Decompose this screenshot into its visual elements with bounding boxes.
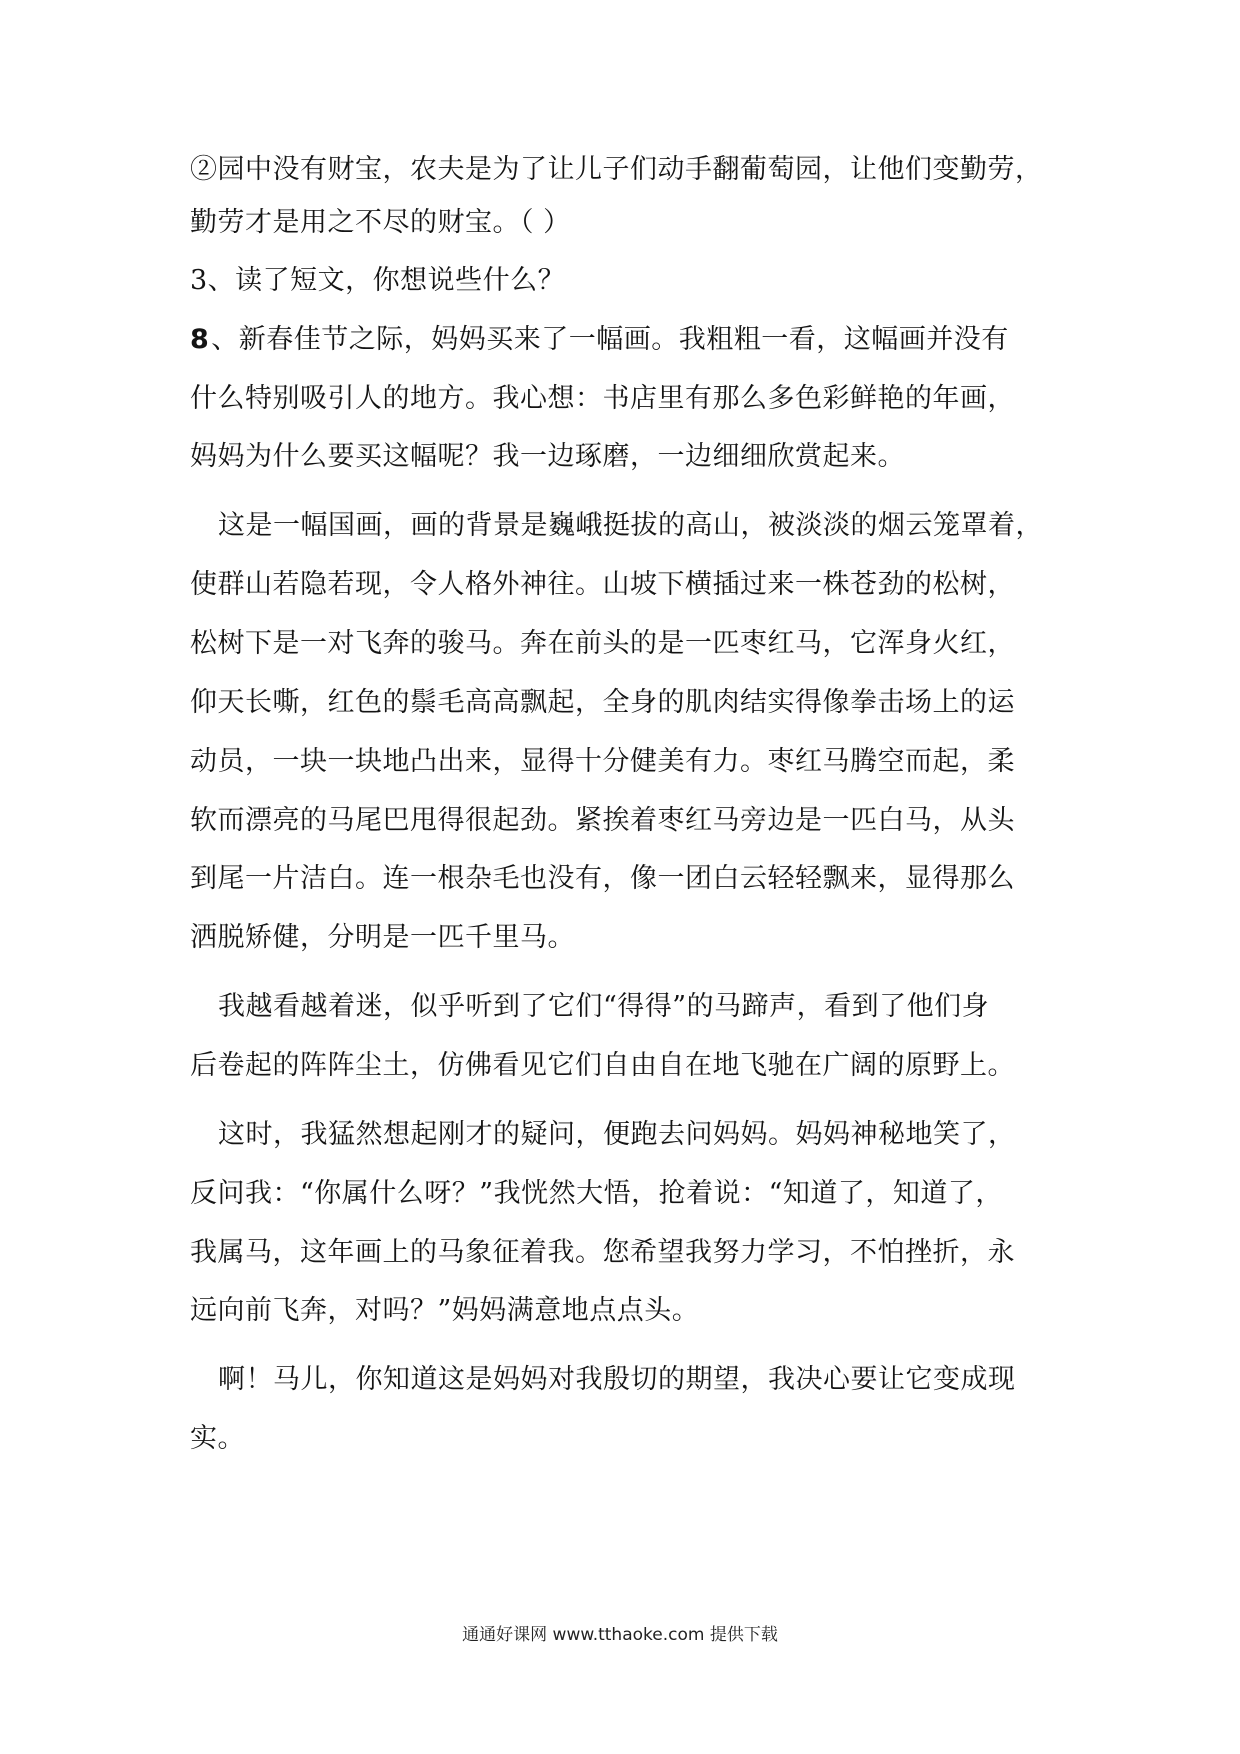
question2-option2-line1: ②园中没有财宝，农夫是为了让儿子们动手翻葡萄园，让他们变勤劳，: [190, 154, 1043, 185]
section8-paragraph3-line2: 后卷起的阵阵尘土，仿佛看见它们自由自在地飞驰在广阔的原野上。: [190, 1050, 1015, 1081]
section8-p1-text: 、新春佳节之际，妈妈买来了一幅画。我粗粗一看，这幅画并没有: [211, 324, 1009, 355]
section8-paragraph2-line5: 动员，一块一块地凸出来，显得十分健美有力。枣红马腾空而起，柔: [190, 746, 1015, 777]
page-footer: 通通好课网 www.tthaoke.com 提供下载: [462, 1625, 778, 1645]
section8-paragraph4-line4: 远向前飞奔，对吗？”妈妈满意地点点头。: [190, 1295, 700, 1326]
section8-paragraph2-line7: 到尾一片洁白。连一根杂毛也没有，像一团白云轻轻飘来，显得那么: [190, 863, 1015, 894]
section8-paragraph1-line2: 什么特别吸引人的地方。我心想：书店里有那么多色彩鲜艳的年画，: [190, 383, 1015, 414]
section8-paragraph5-line1: 啊！马儿，你知道这是妈妈对我殷切的期望，我决心要让它变成现: [218, 1364, 1016, 1395]
section8-paragraph1-line3: 妈妈为什么要买这幅呢？我一边琢磨，一边细细欣赏起来。: [190, 441, 905, 472]
question3: 3、读了短文，你想说些什么？: [190, 265, 566, 296]
section8-number: 8: [190, 324, 210, 355]
section8-paragraph2-line6: 软而漂亮的马尾巴甩得很起劲。紧挨着枣红马旁边是一匹白马，从头: [190, 805, 1015, 836]
section8-paragraph4-line2: 反问我：“你属什么呀？”我恍然大悟，抢着说：“知道了，知道了，: [190, 1178, 1003, 1209]
section8-paragraph4-line1: 这时，我猛然想起刚才的疑问，便跑去问妈妈。妈妈神秘地笑了，: [218, 1119, 1016, 1150]
section8-paragraph1-line1: [190, 323, 1009, 357]
section8-paragraph2-line2: 使群山若隐若现，令人格外神往。山坡下横插过来一株苍劲的松树，: [190, 569, 1015, 600]
section8-paragraph4-line3: 我属马，这年画上的马象征着我。您希望我努力学习，不怕挫折，永: [190, 1237, 1015, 1268]
section8-paragraph2-line1: 这是一幅国画，画的背景是巍峨挺拔的高山，被淡淡的烟云笼罩着，: [218, 510, 1043, 541]
section8-paragraph5-line2: 实。: [190, 1423, 245, 1454]
section8-paragraph2-line8: 洒脱矫健，分明是一匹千里马。: [190, 922, 575, 953]
question2-option2-line2: 勤劳才是用之不尽的财宝。（ ）: [190, 207, 571, 238]
section8-paragraph3-line1: 我越看越着迷，似乎听到了它们“得得”的马蹄声，看到了他们身: [218, 991, 990, 1022]
section8-paragraph2-line4: 仰天长嘶，红色的鬃毛高高飘起，全身的肌肉结实得像拳击场上的运: [190, 687, 1015, 718]
section8-paragraph2-line3: 松树下是一对飞奔的骏马。奔在前头的是一匹枣红马，它浑身火红，: [190, 628, 1015, 659]
